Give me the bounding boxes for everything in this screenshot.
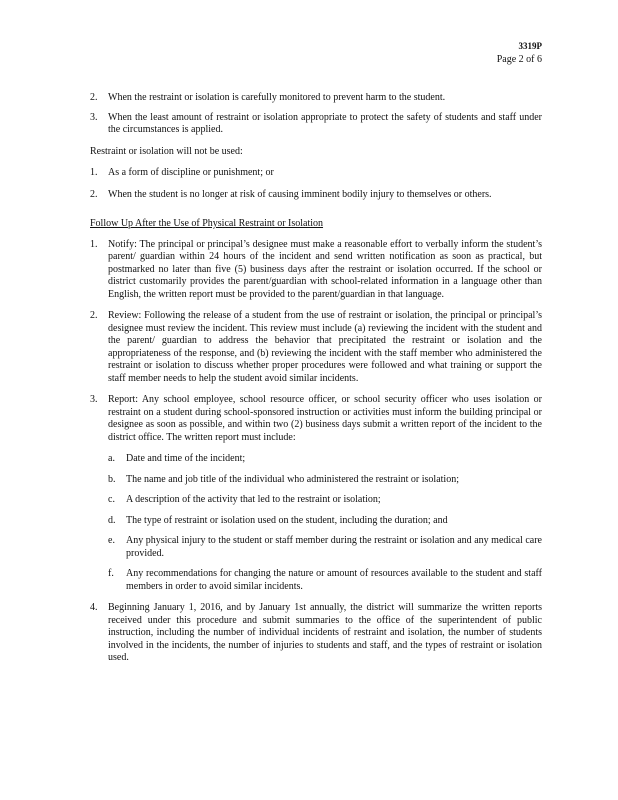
list-text: Review: Following the release of a student from the use of restraint or isolation, the principal or principal’s designee must review the incident. This review must include (a) reviewing the incident with the student and the parent/ guardian to address the behavior that precipitated the restraint or isolation and the appropriateness of the response, and (b) reviewing the incident with the staff member who administered the restraint or isolation to discuss whether proper procedures were followed and what training or support the staff member needs to help the student avoid similar incidents. xyxy=(108,310,542,384)
sub-list-letter: c. xyxy=(108,494,115,505)
list-text: Notify: The principal or principal’s designee must make a reasonable effort to verbally inform the student’s parent/ guardian within 24 hours of the incident and send written notification as soon as practical, but postmarked no later than five (5) business days after the restraint or isolation occurred. If the school or district customarily provides the parent/guardian with school-related information in a language other than English, the written report must be provided to the parent/guardian in that language. xyxy=(108,238,542,300)
list-item xyxy=(90,394,542,444)
list-number: 2. xyxy=(90,310,98,321)
list-item xyxy=(90,112,542,137)
list-number: 2. xyxy=(90,188,98,200)
sub-list-item xyxy=(108,494,542,507)
sub-list-letter: e. xyxy=(108,535,115,546)
list-item xyxy=(90,310,542,385)
list-number: 3. xyxy=(90,394,98,405)
sub-list-text: The name and job title of the individual who administered the restraint or isolation; xyxy=(126,473,459,485)
list-item xyxy=(90,239,542,302)
sub-list-item xyxy=(108,453,542,466)
sub-list-item xyxy=(108,515,542,528)
policy-code: 3319P xyxy=(518,41,542,51)
list-text: As a form of discipline or punishment; or xyxy=(108,167,274,178)
list-text: When the student is no longer at risk of causing imminent bodily injury to themselves or others. xyxy=(108,188,492,200)
sub-list-letter: b. xyxy=(108,473,116,485)
list-number: 1. xyxy=(90,238,98,250)
list-number: 3. xyxy=(90,111,98,123)
sub-list-item xyxy=(108,568,542,593)
list-item xyxy=(90,602,542,665)
sub-list-text: Any physical injury to the student or staff member during the restraint or isolation and any medical care provided. xyxy=(126,535,542,559)
list-text: Report: Any school employee, school resource officer, or school security officer who uses isolation or restraint on a student during school-sponsored instruction or activities must inform the building principal or designee as soon as possible, and within two (2) business days submit a written report of the incident to the district office. The written report must include: xyxy=(108,394,542,443)
list-number: 4. xyxy=(90,602,98,613)
list-number: 1. xyxy=(90,167,98,178)
sub-list-letter: d. xyxy=(108,514,116,526)
list-text: When the least amount of restraint or isolation appropriate to protect the safety of students and staff under the circumstances is applied. xyxy=(108,111,542,135)
list-item xyxy=(90,92,542,105)
sub-list-item xyxy=(108,474,542,487)
section-heading: Follow Up After the Use of Physical Restraint or Isolation xyxy=(90,218,324,229)
sub-list-letter: f. xyxy=(108,568,114,579)
sub-list-text: Date and time of the incident; xyxy=(126,453,246,464)
page-header xyxy=(497,40,542,66)
list-item xyxy=(90,189,542,202)
sub-list-text: The type of restraint or isolation used on the student, including the duration; and xyxy=(126,514,448,526)
page-number: Page 2 of 6 xyxy=(496,54,542,65)
sub-list-text: Any recommendations for changing the nature or amount of resources available to the student and staff members in order to avoid similar incidents. xyxy=(126,568,542,592)
paragraph: Restraint or isolation will not be used: xyxy=(90,145,243,157)
sub-list-letter: a. xyxy=(108,453,115,464)
document-body xyxy=(90,92,542,665)
list-text: When the restraint or isolation is carefully monitored to prevent harm to the student. xyxy=(108,92,446,103)
list-item xyxy=(90,167,542,180)
list-number: 2. xyxy=(90,92,98,103)
list-text: Beginning January 1, 2016, and by January 1st annually, the district will summarize the written reports received under this procedure and submit summaries to the office of the superintendent of public instruction, including the number of individual incidents of restraint and isolation, the number of students involved in the incidents, the number of injuries to students and staff, and the types of restraint or isolation used. xyxy=(108,602,542,663)
sub-list-item xyxy=(108,535,542,560)
sub-list-text: A description of the activity that led to the restraint or isolation; xyxy=(126,494,381,505)
